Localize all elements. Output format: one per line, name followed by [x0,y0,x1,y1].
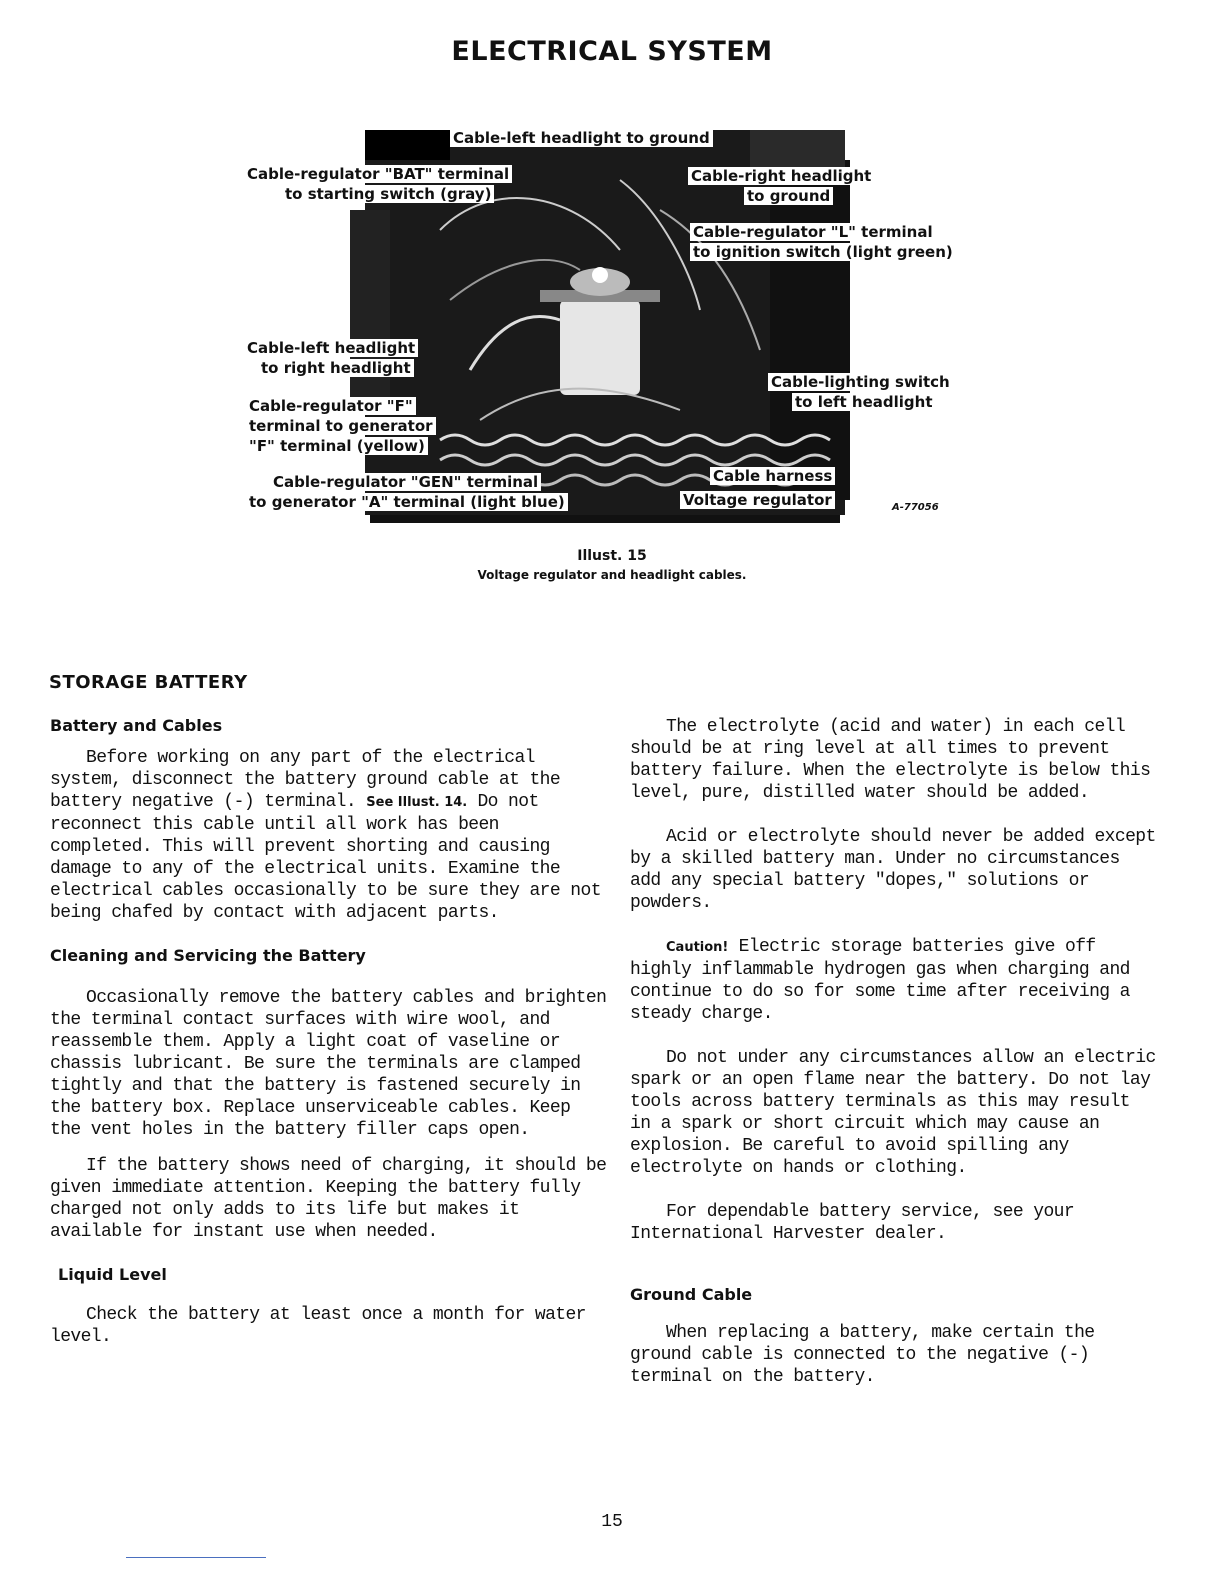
footer-rule [126,1557,266,1558]
section-heading: STORAGE BATTERY [49,672,248,693]
subheading-liquid-level: Liquid Level [58,1265,167,1284]
subheading-ground-cable: Ground Cable [630,1285,753,1304]
caution-label: Caution! [666,940,729,955]
paragraph: Check the battery at least once a month for water level. [50,1305,586,1347]
paragraph: The electrolyte (acid and water) in each cell should be at ring level at all times to prevent battery failure. When the electrolyte is below this level, pure, distilled water should be added. [630,717,1151,803]
paragraph: If the battery shows need of charging, it should be given immediate attention. Keeping the battery fully charged not only adds to its life but makes it available for instant use when needed. [50,1156,607,1242]
left-column [50,716,610,1348]
label-f-terminal-3: "F" terminal (yellow) [246,436,428,456]
page-title: ELECTRICAL SYSTEM [451,36,773,67]
label-right-headlight-2: to ground [744,186,833,206]
label-lighting-switch-2: to left headlight [792,392,936,412]
label-bat-terminal-2: to starting switch (gray) [282,184,494,204]
illustration-reference: See Illust. 14. [366,795,468,810]
page-number: 15 [601,1512,623,1532]
paragraph: Occasionally remove the battery cables and brighten the terminal contact surfaces with wire wool, and reassemble them. Apply a light coat of vaseline or chassis lubricant. Be sure the terminals are clamped tightly and that the battery is fastened securely in the battery box. Replace unserviceable cables. Keep the vent holes in the battery filler caps open. [50,988,607,1140]
label-lighting-switch: Cable-lighting switch [768,372,953,392]
label-gen-terminal: Cable-regulator "GEN" terminal [270,472,541,492]
paragraph: Caution! Electric storage batteries give off highly inflammable hydrogen gas when charging and continue to do so for some time after receiving a steady charge. [630,937,1130,1024]
right-column [630,716,1160,1388]
label-left-to-right-headlight: Cable-left headlight [244,338,418,358]
label-left-headlight-ground: Cable-left headlight to ground [450,128,713,148]
label-right-headlight: Cable-right headlight [688,166,874,186]
label-bat-terminal: Cable-regulator "BAT" terminal [244,164,512,184]
label-left-to-right-headlight-2: to right headlight [258,358,414,378]
label-cable-harness: Cable harness [710,466,835,486]
figure-caption-text: Voltage regulator and headlight cables. [477,568,747,582]
figure-id: A-77056 [892,502,939,513]
paragraph: Acid or electrolyte should never be added except by a skilled battery man. Under no circumstances add any special battery "dopes," solutions or powders. [630,827,1156,913]
label-f-terminal: Cable-regulator "F" [246,396,416,416]
figure-caption-number: Illust. 15 [577,548,647,564]
label-l-terminal-2: to ignition switch (light green) [690,242,956,262]
label-voltage-regulator: Voltage regulator [680,490,835,510]
paragraph: When replacing a battery, make certain the ground cable is connected to the negative (-) terminal on the battery. [630,1323,1095,1387]
subheading-cleaning: Cleaning and Servicing the Battery [50,946,366,965]
label-l-terminal: Cable-regulator "L" terminal [690,222,936,242]
label-f-terminal-2: terminal to generator [246,416,436,436]
label-gen-terminal-2: to generator "A" terminal (light blue) [246,492,568,512]
paragraph: Do not under any circumstances allow an electric spark or an open flame near the battery. Do not lay tools across battery terminals as this may result in a spark or short circuit which may cause an explosion. Be careful to avoid spilling any electrolyte on hands or clothing. [630,1048,1156,1178]
subheading-battery-cables: Battery and Cables [50,716,223,735]
paragraph: Before working on any part of the electrical system, disconnect the battery ground cable at the battery negative (-) terminal. See Illust. 14. Do not reconnect this cable until all work has been completed. This will prevent shorting and causing damage to any of the electrical units. Examine the electrical cables occasionally to be sure they are not being chafed by contact with adjacent parts. [50,748,601,923]
paragraph: For dependable battery service, see your International Harvester dealer. [630,1202,1075,1244]
